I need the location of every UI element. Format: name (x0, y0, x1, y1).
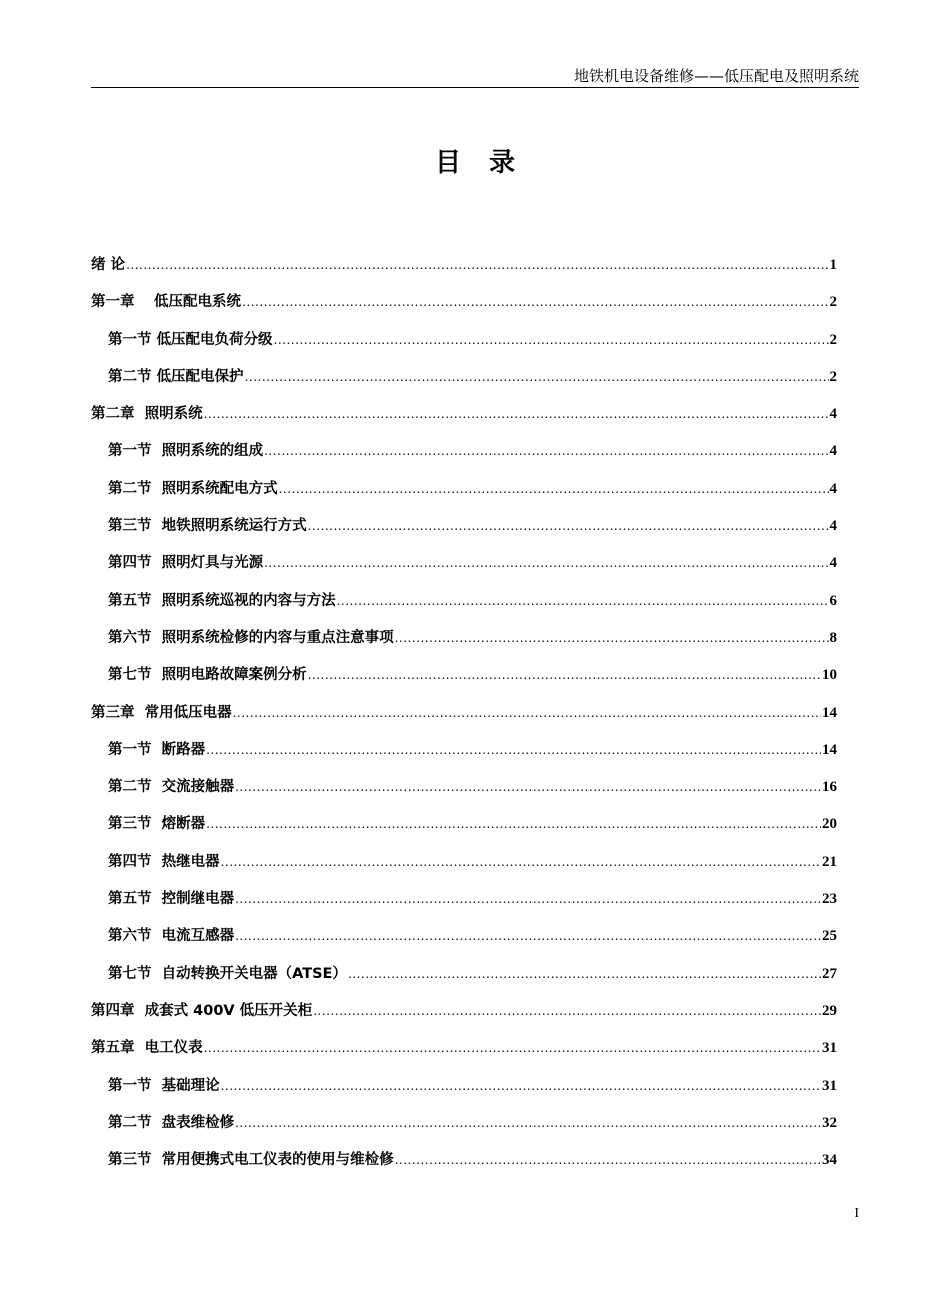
toc-entry-label: 第三章 常用低压电器 (91, 704, 232, 721)
toc-entry-label: 第六节 照明系统检修的内容与重点注意事项 (108, 629, 394, 646)
toc-entry[interactable] (91, 961, 837, 998)
toc-entry-page: 31 (822, 1077, 837, 1094)
toc-entry-label: 第三节 常用便携式电工仪表的使用与维检修 (108, 1152, 394, 1169)
toc-entry-label: 第五节 照明系统巡视的内容与方法 (108, 592, 336, 609)
toc-entry[interactable] (91, 476, 837, 513)
toc-entry-page: 21 (822, 853, 837, 870)
toc-entry-page: 4 (829, 480, 837, 497)
toc-entry[interactable] (91, 1035, 837, 1072)
toc-entry-page: 1 (829, 257, 837, 273)
toc-entry-page: 14 (822, 704, 837, 721)
toc-entry-label: 第二节 照明系统配电方式 (108, 480, 278, 497)
toc-entry-label: 第二节 交流接触器 (108, 779, 235, 796)
toc-entry[interactable] (91, 1073, 837, 1110)
dot-leader (221, 849, 821, 875)
toc-entry-label: 第三节 熔断器 (108, 816, 206, 833)
dot-leader (264, 438, 828, 464)
header-title: 地铁机电设备维修——低压配电及照明系统 (573, 67, 859, 85)
toc-entry-page: 29 (822, 1002, 837, 1019)
toc-entry-page: 27 (822, 965, 837, 982)
toc-entry[interactable] (91, 513, 837, 550)
dot-leader (395, 625, 829, 651)
dot-leader (233, 700, 821, 726)
dot-leader (348, 961, 821, 987)
toc-entry-page: 6 (829, 592, 837, 609)
toc-entry-page: 23 (822, 891, 837, 908)
toc-entry-label: 第七节 自动转换开关电器（ATSE） (108, 965, 347, 982)
dot-leader (204, 401, 829, 427)
dot-leader (242, 289, 828, 315)
toc-entry-label: 第二节 低压配电保护 (108, 368, 244, 385)
table-of-contents (91, 252, 837, 1184)
dot-leader (395, 1147, 821, 1173)
toc-entry[interactable] (91, 886, 837, 923)
toc-entry-label: 第七节 照明电路故障案例分析 (108, 667, 307, 684)
toc-entry-label: 第一节 低压配电负荷分级 (108, 331, 273, 348)
toc-entry-page: 2 (829, 368, 837, 385)
toc-entry[interactable] (91, 625, 837, 662)
toc-entry-page: 20 (822, 816, 837, 833)
toc-entry-page: 2 (829, 331, 837, 348)
toc-entry[interactable] (91, 550, 837, 587)
toc-entry-label: 第五节 控制继电器 (108, 891, 235, 908)
toc-entry-label: 第二章 照明系统 (91, 406, 203, 423)
toc-entry-label: 第一章 低压配电系统 (91, 294, 242, 311)
toc-entry-label: 第一节 照明系统的组成 (108, 443, 264, 460)
dot-leader (235, 1110, 821, 1136)
page-number: I (854, 1206, 859, 1221)
toc-entry-page: 14 (822, 741, 837, 758)
dot-leader (235, 886, 821, 912)
dot-leader (337, 588, 829, 614)
toc-entry[interactable] (91, 364, 837, 401)
toc-entry-label: 第一节 基础理论 (108, 1077, 220, 1094)
toc-entry-label: 绪 论 (91, 257, 126, 273)
dot-leader (206, 811, 821, 837)
dot-leader (204, 1035, 821, 1061)
dot-leader (206, 737, 821, 763)
toc-entry[interactable] (91, 289, 837, 326)
toc-entry[interactable] (91, 401, 837, 438)
toc-entry-page: 31 (822, 1040, 837, 1057)
toc-entry[interactable] (91, 737, 837, 774)
toc-entry[interactable] (91, 327, 837, 364)
toc-entry-label: 第二节 盘表维检修 (108, 1114, 235, 1131)
toc-entry-label: 第四节 照明灯具与光源 (108, 555, 264, 572)
dot-leader (274, 327, 829, 353)
toc-entry-label: 第四章 成套式 400V 低压开关柜 (91, 1002, 313, 1019)
toc-entry-page: 4 (829, 518, 837, 535)
toc-entry-page: 25 (822, 928, 837, 945)
toc-entry[interactable] (91, 923, 837, 960)
toc-entry-page: 8 (829, 629, 837, 646)
toc-entry-page: 4 (829, 443, 837, 460)
toc-entry[interactable] (91, 1147, 837, 1184)
toc-entry-page: 32 (822, 1114, 837, 1131)
toc-entry[interactable] (91, 700, 837, 737)
toc-entry-page: 34 (822, 1152, 837, 1169)
toc-entry-label: 第五章 电工仪表 (91, 1040, 203, 1057)
toc-entry[interactable] (91, 438, 837, 475)
toc-entry-page: 4 (829, 555, 837, 572)
dot-leader (264, 550, 828, 576)
dot-leader (313, 998, 821, 1024)
dot-leader (279, 476, 829, 502)
toc-entry-label: 第三节 地铁照明系统运行方式 (108, 518, 307, 535)
dot-leader (221, 1073, 821, 1099)
dot-leader (235, 923, 821, 949)
dot-leader (126, 252, 828, 278)
toc-entry-page: 2 (829, 294, 837, 311)
toc-entry-page: 16 (822, 779, 837, 796)
dot-leader (235, 774, 821, 800)
running-header (91, 66, 859, 88)
toc-entry-label: 第四节 热继电器 (108, 853, 220, 870)
dot-leader (245, 364, 829, 390)
toc-entry[interactable] (91, 998, 837, 1035)
toc-title: 目录 (434, 148, 543, 178)
toc-entry[interactable] (91, 811, 837, 848)
toc-entry[interactable] (91, 849, 837, 886)
toc-entry[interactable] (91, 252, 837, 289)
toc-entry[interactable] (91, 588, 837, 625)
dot-leader (308, 662, 821, 688)
toc-entry-label: 第六节 电流互感器 (108, 928, 235, 945)
toc-entry-page: 10 (822, 667, 837, 684)
toc-entry-page: 4 (829, 406, 837, 423)
toc-entry[interactable] (91, 774, 837, 811)
dot-leader (308, 513, 829, 539)
toc-entry[interactable] (91, 1110, 837, 1147)
toc-entry[interactable] (91, 662, 837, 699)
toc-entry-label: 第一节 断路器 (108, 741, 206, 758)
